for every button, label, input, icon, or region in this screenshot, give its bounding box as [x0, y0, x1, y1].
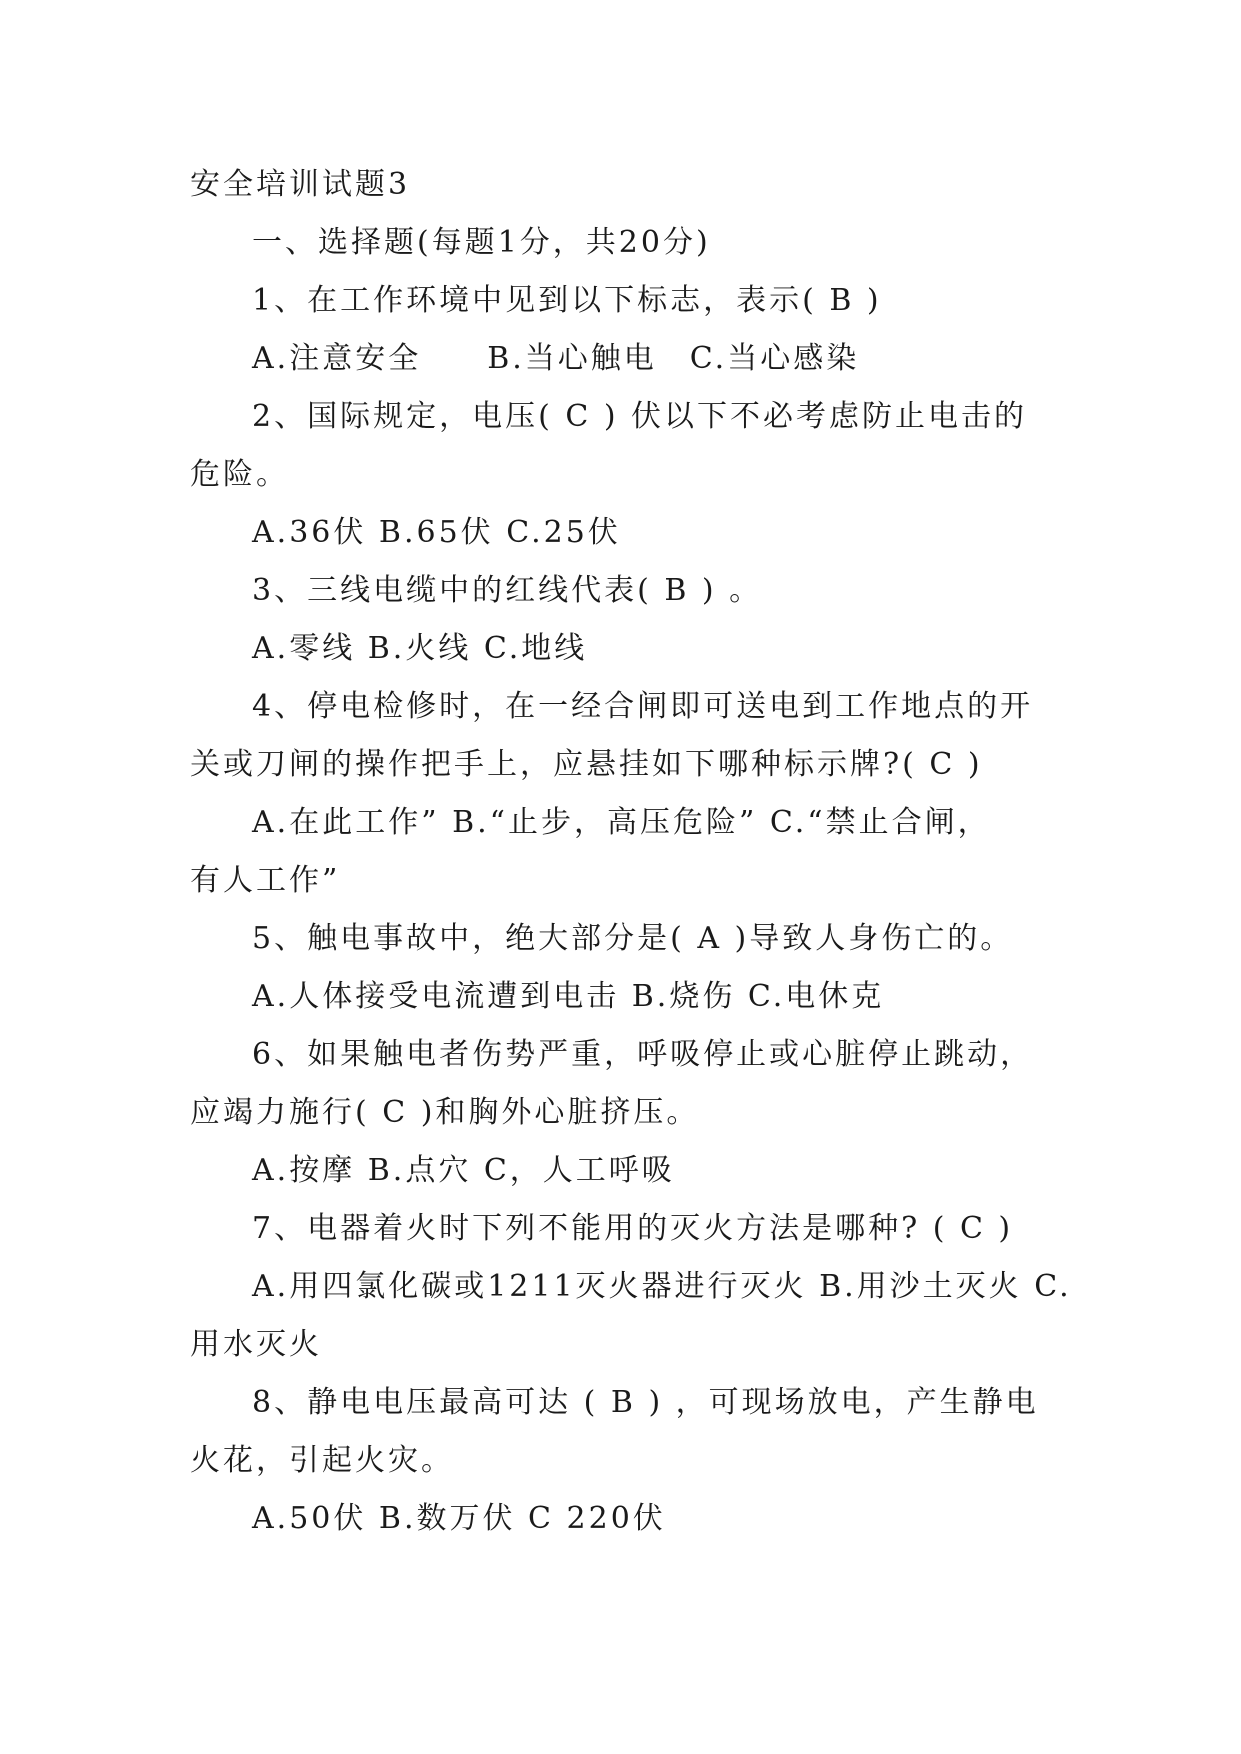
question-6: 6、如果触电者伤势严重，呼吸停止或心脏停止跳动，	[252, 1037, 1034, 1072]
question-8-continued: 火花，引起火灾。	[190, 1443, 454, 1478]
question-7-options-continued: 用水灭火	[190, 1327, 322, 1362]
question-2-options: A.36伏 B.65伏 C.25伏	[252, 515, 621, 550]
question-8-options: A.50伏 B.数万伏 C 220伏	[252, 1501, 666, 1536]
question-7-options: A.用四氯化碳或1211灭火器进行灭火 B.用沙土灭火 C.	[252, 1269, 1072, 1304]
question-4-options: A.在此工作” B.“止步，高压危险” C.“禁止合闸，	[252, 805, 991, 840]
question-4: 4、停电检修时，在一经合闸即可送电到工作地点的开	[252, 689, 1034, 724]
question-2-continued: 危险。	[190, 457, 289, 492]
question-4-options-continued: 有人工作”	[190, 863, 341, 898]
question-1-options: A.注意安全 B.当心触电 C.当心感染	[252, 341, 860, 376]
question-6-options: A.按摩 B.点穴 C，人工呼吸	[252, 1153, 675, 1188]
question-2: 2、国际规定，电压( C ) 伏以下不必考虑防止电击的	[252, 399, 1028, 434]
question-3-options: A.零线 B.火线 C.地线	[252, 631, 588, 666]
question-5-options: A.人体接受电流遭到电击 B.烧伤 C.电休克	[252, 979, 885, 1014]
question-5: 5、触电事故中，绝大部分是( A )导致人身伤亡的。	[252, 921, 1014, 956]
question-4-continued: 关或刀闸的操作把手上，应悬挂如下哪种标示牌?( C )	[190, 747, 983, 782]
question-1: 1、在工作环境中见到以下标志，表示( B )	[252, 283, 882, 318]
question-3: 3、三线电缆中的红线代表( B ) 。	[252, 573, 763, 608]
question-6-continued: 应竭力施行( C )和胸外心脏挤压。	[190, 1095, 700, 1130]
document-title: 安全培训试题3	[190, 167, 411, 202]
question-7: 7、电器着火时下列不能用的灭火方法是哪种? ( C )	[252, 1211, 1014, 1246]
question-8: 8、静电电压最高可达 ( B ) ，可现场放电，产生静电	[252, 1385, 1039, 1420]
section-heading: 一、选择题(每题1分，共20分)	[252, 225, 711, 260]
